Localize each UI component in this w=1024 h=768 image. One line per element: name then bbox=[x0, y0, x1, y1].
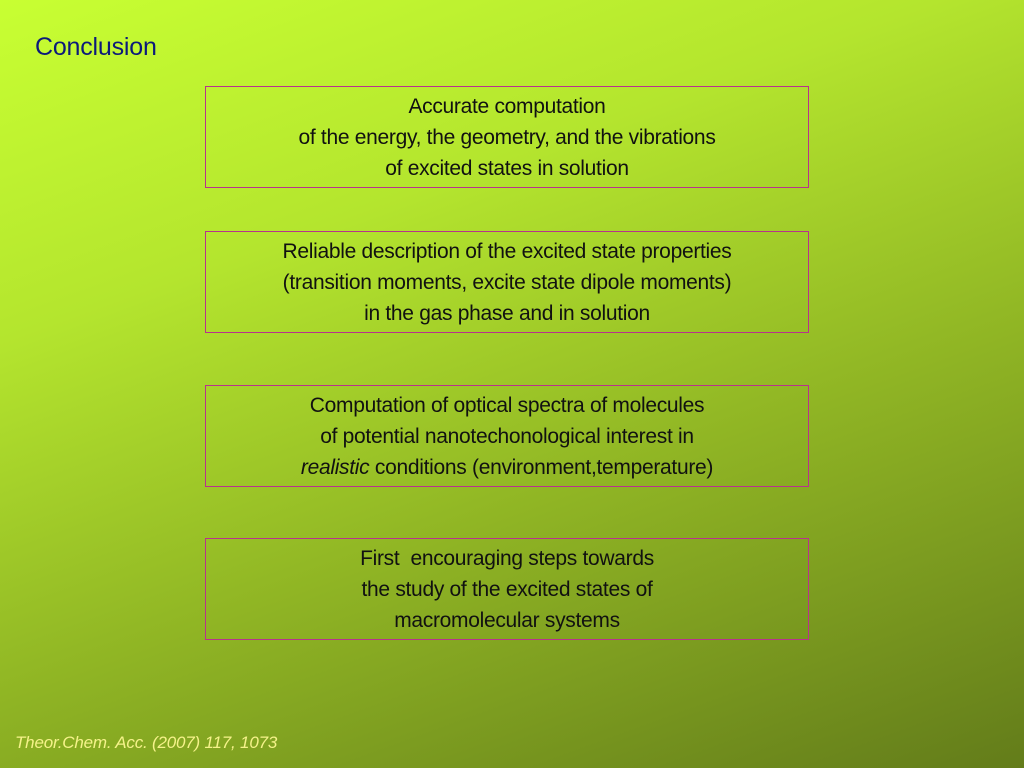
box-4-line-3: macromolecular systems bbox=[394, 608, 620, 632]
box-3-line-2: of potential nanotechonological interest in bbox=[320, 424, 694, 448]
slide-title: Conclusion bbox=[35, 33, 157, 61]
box-3-line-3-text: conditions (environment,temperature) bbox=[374, 455, 714, 479]
box-1-line-2: of the energy, the geometry, and the vibrations bbox=[298, 125, 716, 149]
citation-reference: Theor.Chem. Acc. (2007) 117, 1073 bbox=[15, 733, 278, 752]
emphasis-realistic: realistic bbox=[300, 455, 370, 479]
conclusion-box-4 bbox=[205, 538, 809, 640]
conclusion-box-3 bbox=[205, 385, 809, 487]
box-4-line-1: First encouraging steps towards bbox=[360, 546, 654, 570]
box-2-line-3: in the gas phase and in solution bbox=[364, 301, 650, 325]
box-3-line-1: Computation of optical spectra of molecules bbox=[309, 393, 705, 417]
conclusion-box-2 bbox=[205, 231, 809, 333]
box-2-line-1: Reliable description of the excited state properties bbox=[282, 239, 732, 263]
conclusion-box-1 bbox=[205, 86, 809, 188]
box-1-line-3: of excited states in solution bbox=[385, 156, 629, 180]
box-3-line-3 bbox=[301, 452, 713, 483]
box-2-line-2: (transition moments, excite state dipole moments) bbox=[282, 270, 732, 294]
box-1-line-1: Accurate computation bbox=[408, 94, 606, 118]
box-4-line-2: the study of the excited states of bbox=[361, 577, 653, 601]
